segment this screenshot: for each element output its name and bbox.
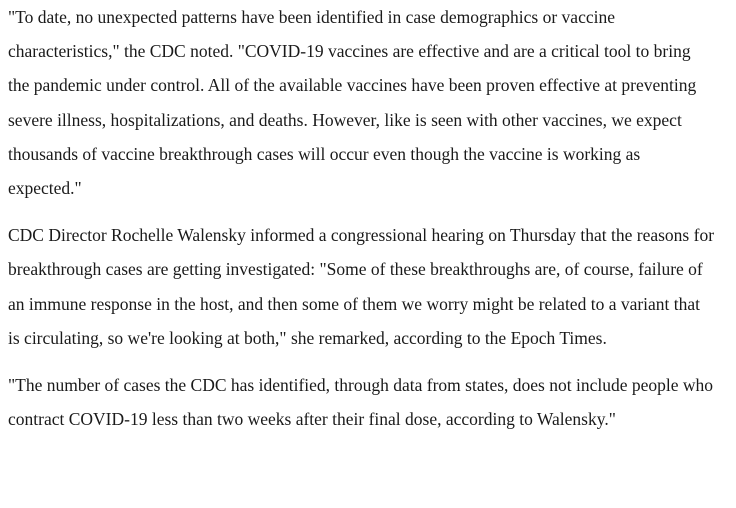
paragraph-cdc-statement: "To date, no unexpected patterns have been identified in case demographics or vaccine characteristics," the CDC noted. "COVID-19 vaccines are effective and are a critical tool to bring the pandemic under control. All of the available vaccines have been proven effective at preventing severe illness, hospitalizations, and deaths. However, like is seen with other vaccines, we expect thousands of vaccine breakthrough cases will occur even though the vaccine is working as expected." xyxy=(8,7,697,199)
paragraph-walensky-hearing: CDC Director Rochelle Walensky informed a congressional hearing on Thursday that the reasons for breakthrough cases are getting investigated: "Some of these breakthroughs are, of course, failure of an immune response in the host, and then some of them we worry might be related to a variant that is circulating, so we're looking at both," she remarked, according to the Epoch Times. xyxy=(8,225,715,348)
paragraph-case-count: "The number of cases the CDC has identified, through data from states, does not include people who contract COVID-19 less than two weeks after their final dose, according to Walensky." xyxy=(8,375,714,430)
